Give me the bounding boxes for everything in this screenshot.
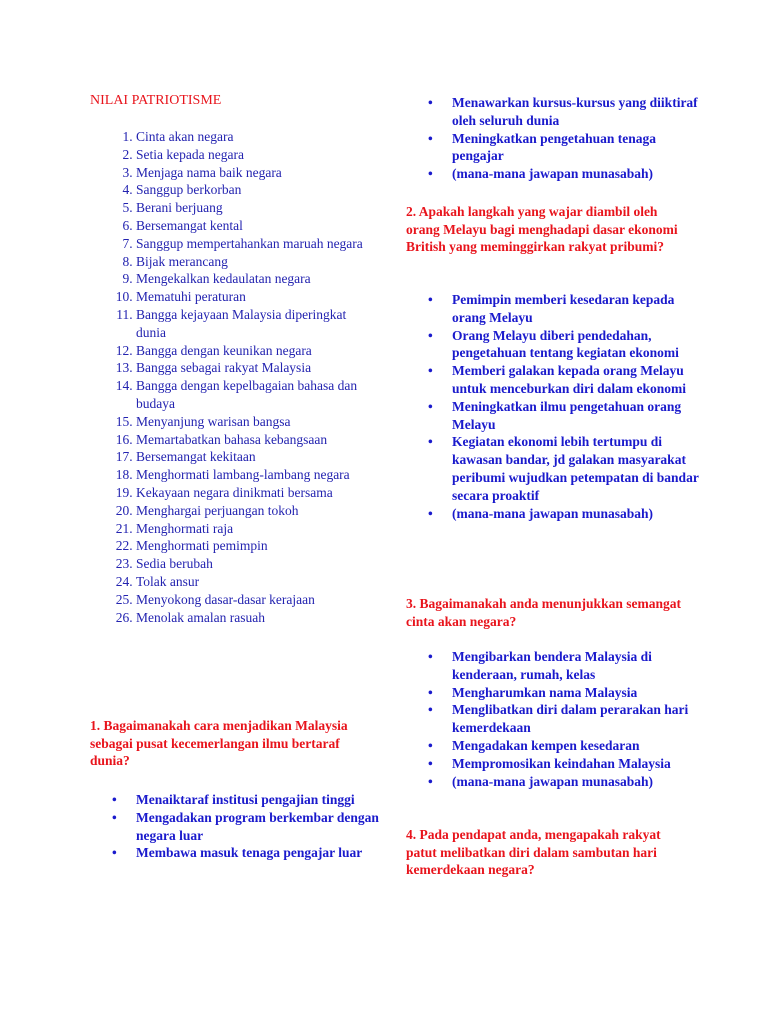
- list-item: [90, 217, 366, 235]
- item-number: 16.: [115, 431, 133, 447]
- list-item: • Meningkatkan ilmu pengetahuan orang Melayu: [406, 398, 706, 434]
- item-text: Menyanjung warisan bangsa: [136, 413, 291, 429]
- list-item: • Kegiatan ekonomi lebih tertumpu di kawasan bandar, jd galakan masyarakat peribumi wujudkan petempatan di bandar secara proaktif: [406, 433, 706, 504]
- item-text: Tolak ansur: [136, 573, 200, 589]
- item-text: Setia kepada negara: [136, 146, 244, 162]
- list-item: [90, 164, 366, 182]
- list-item: [90, 502, 366, 520]
- list-item: [90, 466, 366, 484]
- list-item: [90, 448, 366, 466]
- list-item: • Menglibatkan diri dalam perarakan hari kemerdekaan: [406, 701, 706, 737]
- list-item: [90, 609, 366, 627]
- item-text: Menjaga nama baik negara: [136, 164, 282, 180]
- item-text: Sedia berubah: [136, 556, 213, 572]
- list-item: [90, 537, 366, 555]
- item-number: 23.: [115, 556, 133, 572]
- list-item: • (mana-mana jawapan munasabah): [406, 773, 706, 791]
- question-1-answers: [90, 791, 390, 862]
- item-number: 18.: [115, 467, 133, 483]
- list-item: [90, 199, 366, 217]
- item-number: 15.: [115, 413, 133, 429]
- item-number: 25.: [115, 591, 133, 607]
- question-2-answers: [406, 291, 706, 522]
- list-item: [90, 431, 366, 449]
- item-number: 1.: [122, 129, 133, 144]
- item-text: Bersemangat kekitaan: [136, 449, 256, 465]
- list-item: [90, 342, 366, 360]
- item-text: Cinta akan negara: [136, 129, 234, 144]
- item-number: 6.: [122, 217, 133, 233]
- item-number: 24.: [115, 573, 133, 589]
- item-text: Menghormati raja: [136, 520, 234, 536]
- list-item: • Mengibarkan bendera Malaysia di kenderaan, rumah, kelas: [406, 648, 706, 684]
- item-text: Menghormati lambang-lambang negara: [136, 467, 350, 483]
- item-number: 3.: [122, 164, 133, 180]
- item-number: 17.: [115, 449, 133, 465]
- list-item: [90, 484, 366, 502]
- item-number: 8.: [122, 253, 133, 269]
- list-item: [90, 235, 366, 253]
- question-3: 3. Bagaimanakah anda menunjukkan semangat cinta akan negara?: [406, 596, 681, 629]
- item-number: 26.: [115, 609, 133, 625]
- item-number: 20.: [115, 502, 133, 518]
- question-1-answers-continued: [406, 94, 706, 183]
- list-item: [90, 359, 366, 377]
- item-number: 7.: [122, 235, 133, 251]
- list-item: • Memberi galakan kepada orang Melayu untuk menceburkan diri dalam ekonomi: [406, 362, 706, 398]
- list-item: • Orang Melayu diberi pendedahan, pengetahuan tentang kegiatan ekonomi: [406, 327, 706, 363]
- item-text: Bangga sebagai rakyat Malaysia: [136, 360, 312, 376]
- item-number: 5.: [122, 200, 133, 216]
- item-number: 21.: [115, 520, 133, 536]
- list-item: • Menaiktaraf institusi pengajian tinggi: [90, 791, 390, 809]
- list-item: • (mana-mana jawapan munasabah): [406, 165, 706, 183]
- list-item: • Pemimpin memberi kesedaran kepada orang Melayu: [406, 291, 706, 327]
- list-item: [90, 146, 366, 164]
- list-item: [90, 377, 366, 413]
- list-item: [90, 520, 366, 538]
- item-text: Memartabatkan bahasa kebangsaan: [136, 431, 328, 447]
- item-text: Menolak amalan rasuah: [136, 609, 265, 625]
- list-item: [90, 591, 366, 609]
- item-text: Menghargai perjuangan tokoh: [136, 502, 299, 518]
- question-4: 4. Pada pendapat anda, mengapakah rakyat patut melibatkan diri dalam sambutan hari kemerdekaan negara?: [406, 827, 661, 877]
- list-item: • Mengadakan program berkembar dengan negara luar: [90, 809, 390, 845]
- item-text: Bersemangat kental: [136, 217, 243, 233]
- list-item: [90, 253, 366, 271]
- list-item: • Meningkatkan pengetahuan tenaga pengajar: [406, 130, 706, 166]
- item-number: 22.: [115, 538, 133, 554]
- list-item: [90, 555, 366, 573]
- item-text: Menghormati pemimpin: [136, 538, 268, 554]
- list-item: • Mengadakan kempen kesedaran: [406, 737, 706, 755]
- list-item: [90, 306, 366, 342]
- list-item: • Menawarkan kursus-kursus yang diiktiraf oleh seluruh dunia: [406, 94, 706, 130]
- item-text: Menyokong dasar-dasar kerajaan: [136, 591, 315, 607]
- list-item: • Mengharumkan nama Malaysia: [406, 684, 706, 702]
- item-number: 14.: [115, 378, 133, 394]
- item-text: Mengekalkan kedaulatan negara: [136, 271, 311, 287]
- item-number: 13.: [115, 360, 133, 376]
- list-item: • (mana-mana jawapan munasabah): [406, 505, 706, 523]
- question-1: 1. Bagaimanakah cara menjadikan Malaysia sebagai pusat kecemerlangan ilmu bertaraf dunia?: [90, 718, 348, 768]
- item-text: Berani berjuang: [136, 200, 223, 216]
- item-text: Bijak merancang: [136, 253, 228, 269]
- list-item: [90, 128, 366, 146]
- list-item: [90, 288, 366, 306]
- list-item: [90, 573, 366, 591]
- list-item: • Membawa masuk tenaga pengajar luar: [90, 844, 390, 862]
- item-number: 2.: [122, 146, 133, 162]
- item-text: Mematuhi peraturan: [136, 289, 246, 305]
- question-2: 2. Apakah langkah yang wajar diambil oleh orang Melayu bagi menghadapi dasar ekonomi British yang meminggirkan rakyat pribumi?: [406, 204, 678, 254]
- item-text: Sanggup mempertahankan maruah negara: [136, 235, 363, 251]
- page-title: NILAI PATRIOTISME: [90, 93, 222, 108]
- item-number: 19.: [115, 484, 133, 500]
- patriotism-values-list: [90, 128, 366, 626]
- item-number: 12.: [115, 342, 133, 358]
- list-item: [90, 270, 366, 288]
- item-text: Bangga dengan kepelbagaian bahasa dan budaya: [136, 378, 358, 411]
- list-item: [90, 413, 366, 431]
- item-number: 10.: [115, 289, 133, 305]
- item-text: Kekayaan negara dinikmati bersama: [136, 484, 333, 500]
- question-3-answers: [406, 648, 706, 790]
- item-text: Bangga kejayaan Malaysia diperingkat dunia: [136, 306, 347, 340]
- item-text: Sanggup berkorban: [136, 182, 242, 198]
- item-number: 9.: [122, 271, 133, 287]
- list-item: [90, 181, 366, 199]
- item-text: Bangga dengan keunikan negara: [136, 342, 312, 358]
- list-item: • Mempromosikan keindahan Malaysia: [406, 755, 706, 773]
- item-number: 11.: [116, 306, 133, 322]
- item-number: 4.: [122, 182, 133, 198]
